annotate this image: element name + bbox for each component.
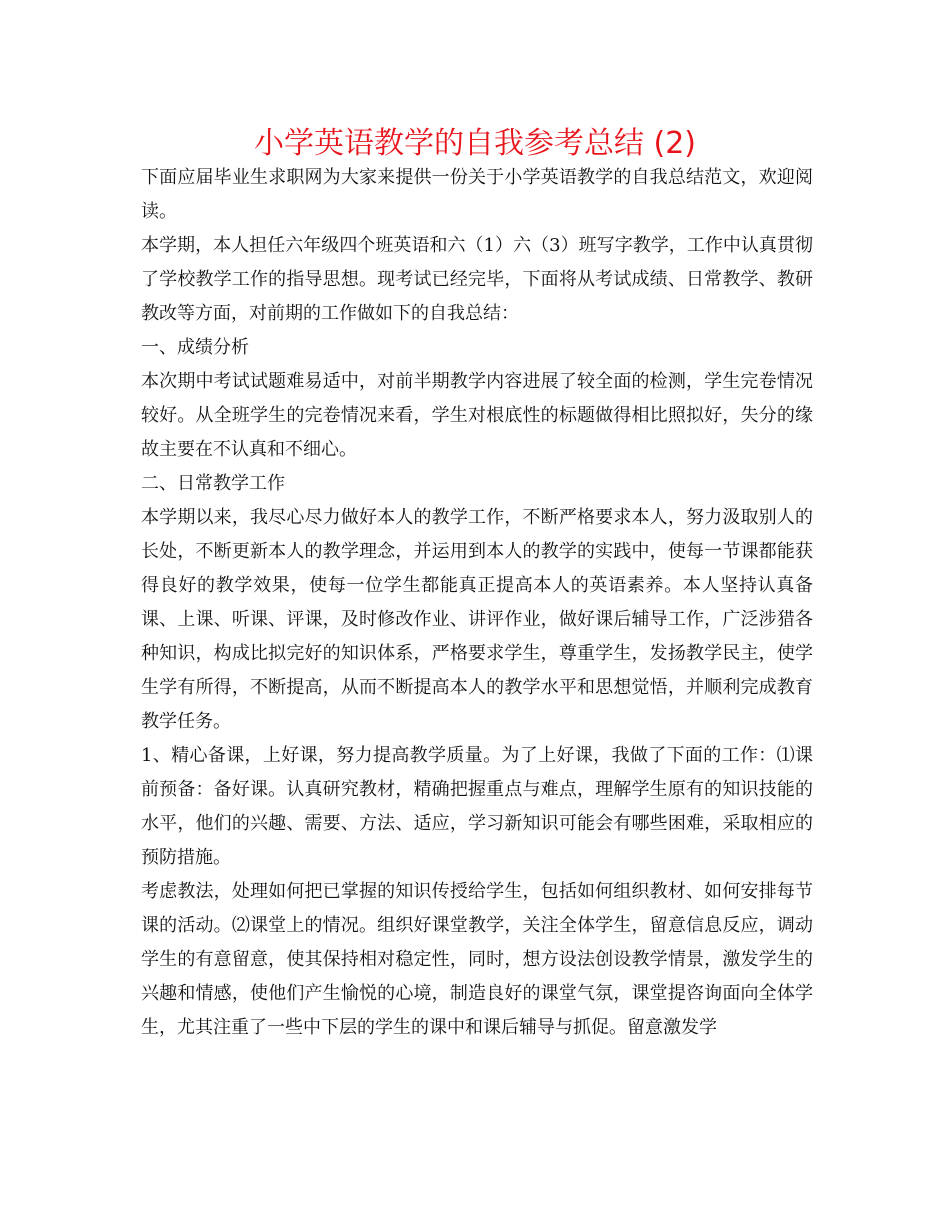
section-heading-score-analysis: 一、成绩分析 <box>141 337 249 358</box>
lesson-prep-paragraph: 1、精心备课，上好课，努力提高教学质量。为了上好课，我做了下面的工作：⑴课前预备：备好课。认真研究教材，精确把握重点与难点，理解学生原有的知识技能的水平，他们的兴趣、需要、方法、适应，学习新知识可能会有哪些困难，采取相应的预防措施。 <box>141 745 813 868</box>
overview-paragraph: 本学期，本人担任六年级四个班英语和六（1）六（3）班写字教学，工作中认真贯彻了学校教学工作的指导思想。现考试已经完毕，下面将从考试成绩、日常教学、教研教改等方面，对前期的工作做如下的自我总结： <box>141 235 813 324</box>
score-analysis-paragraph: 本次期中考试试题难易适中，对前半期教学内容进展了较全面的检测，学生完卷情况较好。从全班学生的完卷情况来看，学生对根底性的标题做得相比照拟好，失分的缘故主要在不认真和不细心。 <box>141 371 813 460</box>
document-body <box>141 161 813 1045</box>
section-heading-daily-teaching: 二、日常教学工作 <box>141 473 285 494</box>
teaching-method-paragraph: 考虑教法，处理如何把已掌握的知识传授给学生，包括如何组织教材、如何安排每节课的活动。⑵课堂上的情况。组织好课堂教学，关注全体学生，留意信息反应，调动学生的有意留意，使其保持相对稳定性，同时，想方设法创设教学情景，激发学生的兴趣和情感，使他们产生愉悦的心境，制造良好的课堂气氛，课堂提咨询面向全体学生，尤其注重了一些中下层的学生的课中和课后辅导与抓促。留意激发学 <box>141 881 813 1038</box>
document-title: 小学英语教学的自我参考总结 (2) <box>253 126 697 161</box>
intro-paragraph: 下面应届毕业生求职网为大家来提供一份关于小学英语教学的自我总结范文，欢迎阅读。 <box>141 167 813 222</box>
daily-teaching-paragraph: 本学期以来，我尽心尽力做好本人的教学工作，不断严格要求本人，努力汲取别人的长处，不断更新本人的教学理念，并运用到本人的教学的实践中，使每一节课都能获得良好的教学效果，使每一位学生都能真正提高本人的英语素养。本人坚持认真备课、上课、听课、评课，及时修改作业、讲评作业，做好课后辅导工作，广泛涉猎各种知识，构成比拟完好的知识体系，严格要求学生，尊重学生，发扬教学民主，使学生学有所得，不断提高，从而不断提高本人的教学水平和思想觉悟，并顺利完成教育教学任务。 <box>141 507 813 732</box>
